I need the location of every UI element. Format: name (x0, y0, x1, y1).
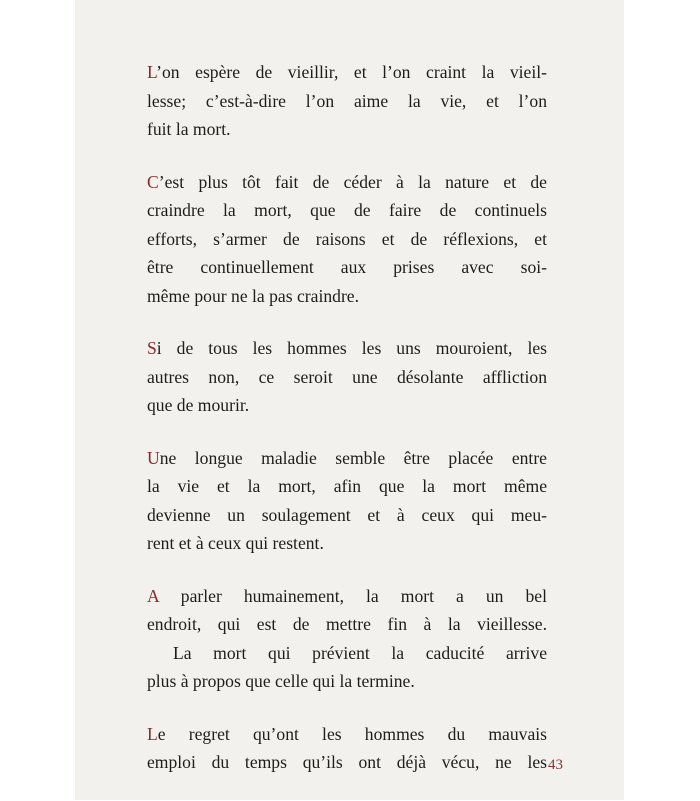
text-line: autres non, ce seroit une désolante affliction (147, 366, 547, 387)
initial-letter: A (147, 585, 159, 606)
text-line: Le regret qu’ont les hommes du mauvais (147, 723, 547, 744)
paragraph-1 (147, 58, 547, 144)
text-line: C’est plus tôt fait de céder à la nature et de (147, 171, 547, 192)
book-page (75, 0, 624, 800)
initial-letter: U (147, 447, 160, 468)
text-line: plus à propos que celle qui la termine. (147, 671, 415, 691)
initial-letter: L (147, 62, 157, 82)
text-line: Une longue maladie semble être placée entre (147, 447, 547, 468)
paragraph-5 (147, 582, 547, 696)
initial-letter: C (147, 171, 159, 192)
text-line: endroit, qui est de mettre fin à la vieillesse. (147, 614, 547, 634)
initial-letter: S (147, 338, 157, 358)
text-line: fuit la mort. (147, 119, 231, 139)
text-line: que de mourir. (147, 395, 250, 415)
text-line: La mort qui prévient la caducité arrive (173, 642, 547, 663)
paragraph-2 (147, 168, 547, 311)
text-line: rent et à ceux qui restent. (147, 533, 324, 553)
text-line: la vie et la mort, afin que la mort même (147, 476, 547, 496)
text-body (147, 58, 547, 801)
page-number: 43 (548, 757, 563, 773)
text-line: efforts, s’armer de raisons et de réflexions, et (147, 228, 547, 249)
text-line: emploi du temps qu’ils ont déjà vécu, ne les (147, 752, 547, 772)
text-line: Si de tous les hommes les uns mouroient, les (147, 338, 547, 358)
initial-letter: L (147, 723, 158, 744)
text-line: A parler humainement, la mort a un bel (147, 585, 547, 606)
text-line: L’on espère de vieillir, et l’on craint la vieil- (147, 62, 547, 82)
text-line: craindre la mort, que de faire de continuels (147, 200, 547, 220)
paragraph-6 (147, 720, 547, 777)
text-line: devienne un soulagement et à ceux qui meu- (147, 504, 547, 525)
text-line: lesse; c’est-à-dire l’on aime la vie, et l’on (147, 90, 547, 111)
paragraph-3 (147, 334, 547, 420)
paragraph-4 (147, 444, 547, 558)
text-line: être continuellement aux prises avec soi- (147, 257, 547, 277)
text-line: même pour ne la pas craindre. (147, 285, 360, 306)
